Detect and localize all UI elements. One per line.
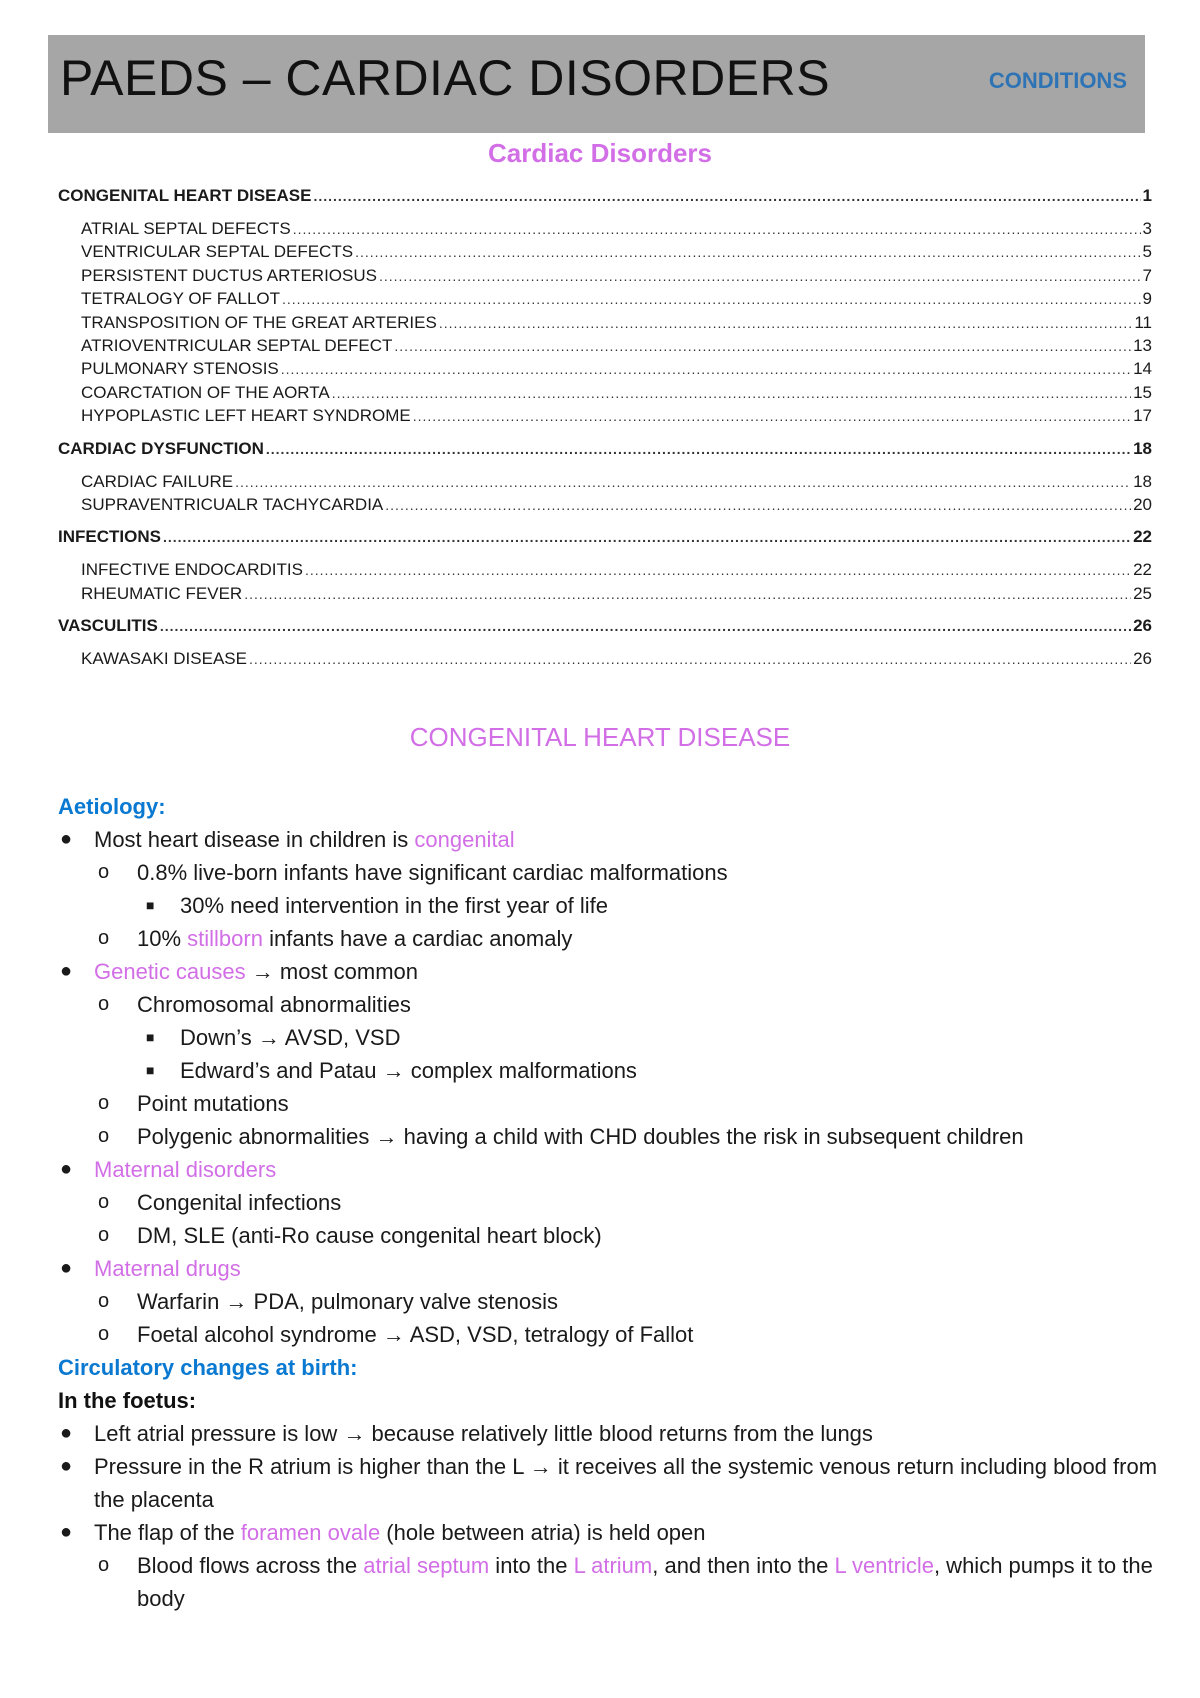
toc-entry-label: SUPRAVENTRICUALR TACHYCARDIA xyxy=(81,494,384,514)
toc-entry-page: 18 xyxy=(1133,471,1152,491)
list-item: o Point mutations xyxy=(58,1087,1158,1120)
page-title: PAEDS – CARDIAC DISORDERS xyxy=(60,50,831,106)
toc-entry-page: 25 xyxy=(1133,583,1152,603)
list-item: ● Genetic causes → most common xyxy=(58,955,1158,988)
circulatory-heading: Circulatory changes at birth: xyxy=(58,1355,358,1380)
toc-entry-page: 26 xyxy=(1133,649,1152,669)
list-item: o Congenital infections xyxy=(58,1186,1158,1219)
table-of-contents xyxy=(58,186,1152,672)
highlight-text: congenital xyxy=(414,827,515,852)
bullet-marker: ● xyxy=(60,1521,73,1543)
toc-entry-label: KAWASAKI DISEASE xyxy=(81,649,247,669)
toc-entry-page: 20 xyxy=(1133,494,1152,514)
toc-entry-page: 11 xyxy=(1134,312,1152,332)
toc-entry-page: 22 xyxy=(1133,560,1152,580)
toc-entry[interactable] xyxy=(58,495,1152,518)
foetus-heading: In the foetus: xyxy=(58,1388,197,1413)
toc-dot-leader xyxy=(244,586,1131,602)
list-item: o Polygenic abnormalities → having a child with CHD doubles the risk in subsequent children xyxy=(58,1120,1158,1153)
toc-dot-leader xyxy=(379,268,1141,284)
toc-dot-leader xyxy=(160,618,1131,634)
toc-dot-leader xyxy=(305,562,1131,578)
circle-marker: o xyxy=(98,861,110,883)
list-item xyxy=(58,1252,1158,1285)
toc-entry[interactable] xyxy=(58,219,1152,242)
list-item: o Foetal alcohol syndrome → ASD, VSD, tetralogy of Fallot xyxy=(58,1318,1158,1351)
highlight-text: Maternal disorders xyxy=(94,1157,277,1182)
toc-entry-page: 14 xyxy=(1133,359,1152,379)
circle-marker: o xyxy=(98,927,110,949)
section-title: CONGENITAL HEART DISEASE xyxy=(409,722,791,752)
list-item: o Blood flows across the atrial septum into the L atrium, and then into the L ventricle, which pumps it to the body xyxy=(58,1549,1158,1615)
list-item: ● Pressure in the R atrium is higher than the L → it receives all the systemic venous return including blood from the placenta xyxy=(58,1450,1158,1516)
list-item: ● Most heart disease in children is congenital xyxy=(58,823,1158,856)
circle-marker: o xyxy=(98,1554,110,1576)
toc-entry[interactable] xyxy=(58,649,1152,672)
arrow-icon: → xyxy=(529,1454,552,1479)
toc-entry-page: 22 xyxy=(1133,527,1152,547)
circle-marker: o xyxy=(98,1323,110,1345)
toc-entry[interactable] xyxy=(58,266,1152,289)
toc-entry-label: CARDIAC FAILURE xyxy=(81,471,234,491)
toc-entry-label: INFECTIONS xyxy=(58,527,161,547)
toc-entry-label: PULMONARY STENOSIS xyxy=(81,359,279,379)
toc-entry[interactable] xyxy=(58,383,1152,406)
list-item xyxy=(58,1153,1158,1186)
toc-entry[interactable] xyxy=(58,242,1152,265)
toc-entry-label: VASCULITIS xyxy=(58,616,158,636)
toc-entry-label: VENTRICULAR SEPTAL DEFECTS xyxy=(81,242,354,262)
circle-marker: o xyxy=(98,1290,110,1312)
highlight-text: L ventricle xyxy=(834,1553,934,1578)
list-item: o DM, SLE (anti-Ro cause congenital heart block) xyxy=(58,1219,1158,1252)
aetiology-heading: Aetiology: xyxy=(58,794,166,819)
toc-entry-page: 1 xyxy=(1142,186,1152,205)
arrow-icon: → xyxy=(382,1322,405,1347)
circle-marker: o xyxy=(98,1125,110,1147)
toc-dot-leader xyxy=(439,315,1133,331)
circle-marker: o xyxy=(98,1224,110,1246)
toc-entry-label: ATRIOVENTRICULAR SEPTAL DEFECT xyxy=(81,335,393,355)
toc-entry[interactable] xyxy=(58,584,1152,607)
toc-dot-leader xyxy=(355,244,1140,260)
toc-entry[interactable] xyxy=(58,406,1152,429)
highlight-text: foramen ovale xyxy=(240,1520,381,1545)
toc-entry-label: RHEUMATIC FEVER xyxy=(81,583,243,603)
square-marker: ■ xyxy=(146,1029,155,1045)
bullet-marker: ● xyxy=(60,1455,73,1477)
bullet-marker: ● xyxy=(60,960,73,982)
toc-dot-leader xyxy=(282,291,1141,307)
toc-dot-leader xyxy=(249,651,1131,667)
toc-entry[interactable] xyxy=(58,616,1152,639)
toc-heading: Cardiac Disorders xyxy=(488,138,712,168)
header-banner xyxy=(48,35,1145,133)
toc-entry-label: TRANSPOSITION OF THE GREAT ARTERIES xyxy=(81,312,437,332)
arrow-icon: → xyxy=(375,1124,398,1149)
toc-entry-page: 9 xyxy=(1142,289,1152,309)
toc-entry[interactable] xyxy=(58,527,1152,550)
toc-dot-leader xyxy=(385,497,1131,513)
list-item: o Chromosomal abnormalities xyxy=(58,988,1158,1021)
bullet-marker: ● xyxy=(60,828,73,850)
square-marker: ■ xyxy=(146,1062,155,1078)
toc-entry-label: CARDIAC DYSFUNCTION xyxy=(58,438,264,458)
highlight-text: L atrium xyxy=(573,1553,653,1578)
bullet-marker: ● xyxy=(60,1158,73,1180)
toc-entry-page: 3 xyxy=(1142,219,1152,238)
toc-entry-label: HYPOPLASTIC LEFT HEART SYNDROME xyxy=(81,406,411,426)
toc-entry[interactable] xyxy=(58,289,1152,312)
toc-entry-label: TETRALOGY OF FALLOT xyxy=(81,289,281,309)
arrow-icon: → xyxy=(225,1289,248,1314)
toc-dot-leader xyxy=(394,338,1131,354)
circle-marker: o xyxy=(98,993,110,1015)
list-item: o Warfarin → PDA, pulmonary valve stenosis xyxy=(58,1285,1158,1318)
arrow-icon: → xyxy=(382,1058,405,1083)
toc-entry-label: CONGENITAL HEART DISEASE xyxy=(58,186,312,205)
toc-dot-leader xyxy=(413,408,1131,424)
list-item: ■ 30% need intervention in the first year of life xyxy=(58,889,1158,922)
bullet-marker: ● xyxy=(60,1422,73,1444)
arrow-icon: → xyxy=(343,1421,366,1446)
toc-entry-page: 5 xyxy=(1142,242,1152,262)
arrow-icon: → xyxy=(257,1025,280,1050)
toc-entry[interactable] xyxy=(58,359,1152,382)
toc-entry[interactable] xyxy=(58,186,1152,209)
toc-dot-leader xyxy=(332,385,1131,401)
list-item: ■ Down’s → AVSD, VSD xyxy=(58,1021,1158,1054)
highlight-text: Maternal drugs xyxy=(94,1256,241,1281)
list-item: ● Left atrial pressure is low → because relatively little blood returns from the lungs xyxy=(58,1417,1158,1450)
toc-entry-label: ATRIAL SEPTAL DEFECTS xyxy=(81,219,291,238)
highlight-text: Genetic causes xyxy=(94,959,246,984)
document-body xyxy=(58,790,1158,1615)
arrow-icon: → xyxy=(251,959,274,984)
toc-entry[interactable] xyxy=(58,439,1152,462)
toc-entry-page: 7 xyxy=(1142,265,1152,285)
list-item: ■ Edward’s and Patau → complex malformations xyxy=(58,1054,1158,1087)
toc-entry[interactable] xyxy=(58,560,1152,583)
toc-dot-leader xyxy=(313,188,1140,204)
toc-entry[interactable] xyxy=(58,313,1152,336)
toc-entry-page: 15 xyxy=(1133,382,1152,402)
toc-entry-label: INFECTIVE ENDOCARDITIS xyxy=(81,560,303,580)
conditions-tag: CONDITIONS xyxy=(988,68,1127,93)
list-item: ● The flap of the foramen ovale (hole between atria) is held open xyxy=(58,1516,1158,1549)
list-item: o 0.8% live-born infants have significant cardiac malformations xyxy=(58,856,1158,889)
toc-entry-page: 18 xyxy=(1133,438,1152,458)
toc-dot-leader xyxy=(235,474,1131,490)
toc-entry-page: 26 xyxy=(1133,616,1152,636)
highlight-text: atrial septum xyxy=(363,1553,490,1578)
toc-entry-label: PERSISTENT DUCTUS ARTERIOSUS xyxy=(81,265,377,285)
toc-entry[interactable] xyxy=(58,336,1152,359)
circle-marker: o xyxy=(98,1092,110,1114)
highlight-text: stillborn xyxy=(187,926,263,951)
toc-entry-page: 17 xyxy=(1133,406,1152,426)
toc-entry-page: 13 xyxy=(1133,335,1152,355)
toc-dot-leader xyxy=(163,529,1131,545)
toc-dot-leader xyxy=(293,221,1141,237)
circle-marker: o xyxy=(98,1191,110,1213)
list-item: o 10% stillborn infants have a cardiac anomaly xyxy=(58,922,1158,955)
toc-entry-label: COARCTATION OF THE AORTA xyxy=(81,382,330,402)
square-marker: ■ xyxy=(146,897,155,913)
toc-entry[interactable] xyxy=(58,472,1152,495)
toc-dot-leader xyxy=(266,441,1131,457)
toc-dot-leader xyxy=(281,361,1131,377)
bullet-marker: ● xyxy=(60,1257,73,1279)
